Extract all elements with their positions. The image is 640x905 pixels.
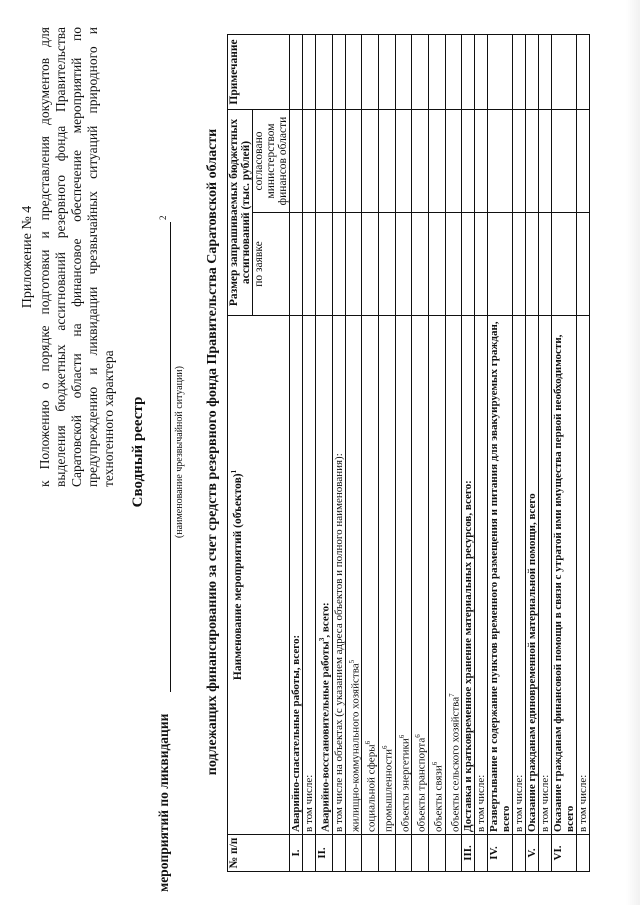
table-row [577, 35, 590, 872]
col-header-name-text: Наименование мероприятий (объектов) [231, 473, 244, 681]
appendix-text: к Положению о порядке подготовки и представления документов для выделения бюджетных ассигнований резервного фонда Правительства Саратовской области на финансовое обеспечение мероприятий по предупреждению и ликвидации чрезвычайных ситуаций природного и техногенного характера [37, 27, 116, 487]
row-value-by-request-cell [475, 213, 488, 316]
row-text: промышленности [382, 749, 395, 832]
table-row [378, 35, 395, 872]
row-text-cell [395, 316, 412, 835]
table-row [316, 35, 333, 872]
row-value-agreed-cell [316, 110, 333, 213]
row-note-cell [395, 35, 412, 110]
row-text-cell [526, 316, 539, 835]
row-value-by-request-cell [552, 213, 577, 316]
row-text-cell [303, 316, 316, 835]
row-text: объекты связи [432, 765, 445, 832]
row-value-by-request-cell [488, 213, 513, 316]
row-note-cell [552, 35, 577, 110]
row-text: объекты сельского хозяйства [449, 696, 462, 832]
row-value-agreed-cell [290, 110, 303, 213]
row-number: IV. [488, 835, 513, 872]
row-footnote-mark: 5 [347, 659, 356, 664]
row-value-by-request-cell [345, 213, 362, 316]
row-text-cell [362, 316, 379, 835]
appendix-number: Приложение № 4 [20, 205, 35, 309]
table-row [290, 35, 303, 872]
row-text-suffix: , всего: [319, 602, 332, 638]
row-footnote-mark: 6 [397, 734, 406, 739]
row-value-by-request-cell [462, 213, 475, 316]
row-note-cell [462, 35, 475, 110]
row-footnote-mark: 6 [380, 745, 389, 749]
row-number [362, 835, 379, 872]
table-row [303, 35, 316, 872]
row-text-cell [488, 316, 513, 835]
row-text: в том числе на объектах (с указанием адреса объектов и полного наименования): [332, 453, 345, 832]
registry-rows [290, 35, 590, 872]
row-text-cell [412, 316, 429, 835]
document-subtitle: подлежащих финансированию за счет средств резервного фонда Правительства Саратовской области [205, 128, 220, 776]
row-value-by-request-cell [290, 213, 303, 316]
row-value-agreed-cell [539, 110, 552, 213]
name-footnote-mark: 2 [158, 215, 168, 220]
appendix-header [20, 27, 117, 487]
table-row [445, 35, 462, 872]
row-note-cell [526, 35, 539, 110]
table-row [526, 35, 539, 872]
row-value-agreed-cell [345, 110, 362, 213]
row-value-agreed-cell [577, 110, 590, 213]
row-note-cell [445, 35, 462, 110]
row-note-cell [428, 35, 445, 110]
row-number [428, 835, 445, 872]
table-row [332, 35, 345, 872]
row-text-cell [552, 316, 577, 835]
row-value-by-request-cell [526, 213, 539, 316]
registry-table [227, 34, 590, 872]
row-value-by-request-cell [303, 213, 316, 316]
row-text: объекты энергетики [399, 738, 412, 832]
row-value-agreed-cell [526, 110, 539, 213]
row-note-cell [290, 35, 303, 110]
col-header-agreed: согласовано министерством финансов области [253, 110, 290, 213]
row-text-cell [475, 316, 488, 835]
table-row [539, 35, 552, 872]
row-number [577, 835, 590, 872]
row-value-agreed-cell [513, 110, 526, 213]
row-number: I. [290, 835, 303, 872]
row-number [303, 835, 316, 872]
row-value-agreed-cell [462, 110, 475, 213]
row-text-cell [332, 316, 345, 835]
row-value-agreed-cell [332, 110, 345, 213]
row-note-cell [475, 35, 488, 110]
row-text-cell [539, 316, 552, 835]
row-text: в том числе: [539, 774, 552, 832]
row-text: жилищно-коммунального хозяйства [349, 663, 362, 832]
row-number [445, 835, 462, 872]
row-note-cell [332, 35, 345, 110]
row-number: VI. [552, 835, 577, 872]
row-footnote-mark: 3 [318, 637, 326, 642]
row-value-by-request-cell [362, 213, 379, 316]
row-text: в том числе: [303, 774, 315, 832]
document-title: Сводный реестр [130, 396, 146, 508]
col-header-num: № п/п [228, 835, 290, 872]
name-caption: (наименование чрезвычайной ситуации) [174, 366, 185, 538]
row-footnote-mark: 6 [414, 734, 423, 738]
row-number [332, 835, 345, 872]
row-number [513, 835, 526, 872]
row-value-by-request-cell [577, 213, 590, 316]
row-number: II. [316, 835, 333, 872]
row-value-by-request-cell [332, 213, 345, 316]
row-value-by-request-cell [378, 213, 395, 316]
row-value-by-request-cell [412, 213, 429, 316]
row-text-cell [345, 316, 362, 835]
row-number [412, 835, 429, 872]
row-note-cell [378, 35, 395, 110]
col-header-note: Примечание [228, 35, 290, 110]
row-number [345, 835, 362, 872]
row-note-cell [303, 35, 316, 110]
row-text-cell [445, 316, 462, 835]
table-row [462, 35, 475, 872]
row-footnote-mark: 6 [430, 761, 439, 766]
row-value-agreed-cell [362, 110, 379, 213]
row-text-cell [577, 316, 590, 835]
row-text: в том числе: [577, 774, 590, 832]
row-value-agreed-cell [378, 110, 395, 213]
row-value-agreed-cell [552, 110, 577, 213]
table-row [552, 35, 577, 872]
row-value-agreed-cell [428, 110, 445, 213]
table-row [345, 35, 362, 872]
row-value-by-request-cell [316, 213, 333, 316]
row-value-by-request-cell [428, 213, 445, 316]
row-note-cell [345, 35, 362, 110]
row-text-cell [462, 316, 475, 835]
row-footnote-mark: 7 [447, 693, 456, 697]
row-note-cell [513, 35, 526, 110]
scan-edge [626, 0, 640, 905]
row-number [378, 835, 395, 872]
table-row [513, 35, 526, 872]
row-value-agreed-cell [303, 110, 316, 213]
row-text-cell [290, 316, 303, 835]
row-text: социальной сферы [365, 744, 378, 832]
row-note-cell [316, 35, 333, 110]
row-value-agreed-cell [412, 110, 429, 213]
col-header-size: Размер запрашиваемых бюджетных ассигнований (тыс. рублей) [228, 110, 253, 316]
row-number: III. [462, 835, 475, 872]
row-value-by-request-cell [513, 213, 526, 316]
row-number [475, 835, 488, 872]
row-note-cell [577, 35, 590, 110]
row-number [395, 835, 412, 872]
row-value-agreed-cell [488, 110, 513, 213]
row-value-agreed-cell [445, 110, 462, 213]
row-text: в том числе: [513, 774, 526, 832]
row-text: Развертывание и содержание пунктов временного размещения и питания для эвакуируемых граждан, всего [488, 321, 513, 832]
name-underline [170, 222, 171, 692]
row-text: Оказание гражданам финансовой помощи в связи с утратой ими имущества первой необходимости, всего [552, 334, 577, 832]
row-value-agreed-cell [395, 110, 412, 213]
name-lead: мероприятий по ликвидации [156, 713, 171, 892]
col-header-name-sup: 1 [230, 469, 238, 474]
row-note-cell [539, 35, 552, 110]
row-value-by-request-cell [445, 213, 462, 316]
row-note-cell [412, 35, 429, 110]
row-value-by-request-cell [395, 213, 412, 316]
row-text: Доставка и кратковременное хранение материальных ресурсов, всего: [462, 480, 475, 832]
row-footnote-mark: 6 [364, 740, 373, 745]
row-text: Оказание гражданам единовременной материальной помощи, всего [526, 493, 539, 832]
row-value-agreed-cell [475, 110, 488, 213]
table-row [428, 35, 445, 872]
row-text: Аварийно-восстановительные работы [319, 641, 332, 832]
row-note-cell [362, 35, 379, 110]
table-row [475, 35, 488, 872]
row-number: V. [526, 835, 539, 872]
row-text-cell [316, 316, 333, 835]
col-header-name [228, 316, 290, 835]
row-text-cell [428, 316, 445, 835]
row-text: объекты транспорта [415, 737, 428, 832]
col-header-by-request: по заявке [253, 213, 290, 316]
table-row [488, 35, 513, 872]
row-text: Аварийно-спасательные работы, всего: [290, 634, 302, 832]
emergency-name-block [156, 12, 185, 892]
row-note-cell [488, 35, 513, 110]
row-text-cell [513, 316, 526, 835]
table-row [412, 35, 429, 872]
row-value-by-request-cell [539, 213, 552, 316]
row-text: в том числе: [475, 774, 488, 832]
row-text-cell [378, 316, 395, 835]
row-number [539, 835, 552, 872]
table-row [362, 35, 379, 872]
table-row [395, 35, 412, 872]
rotated-document-page [20, 12, 620, 892]
